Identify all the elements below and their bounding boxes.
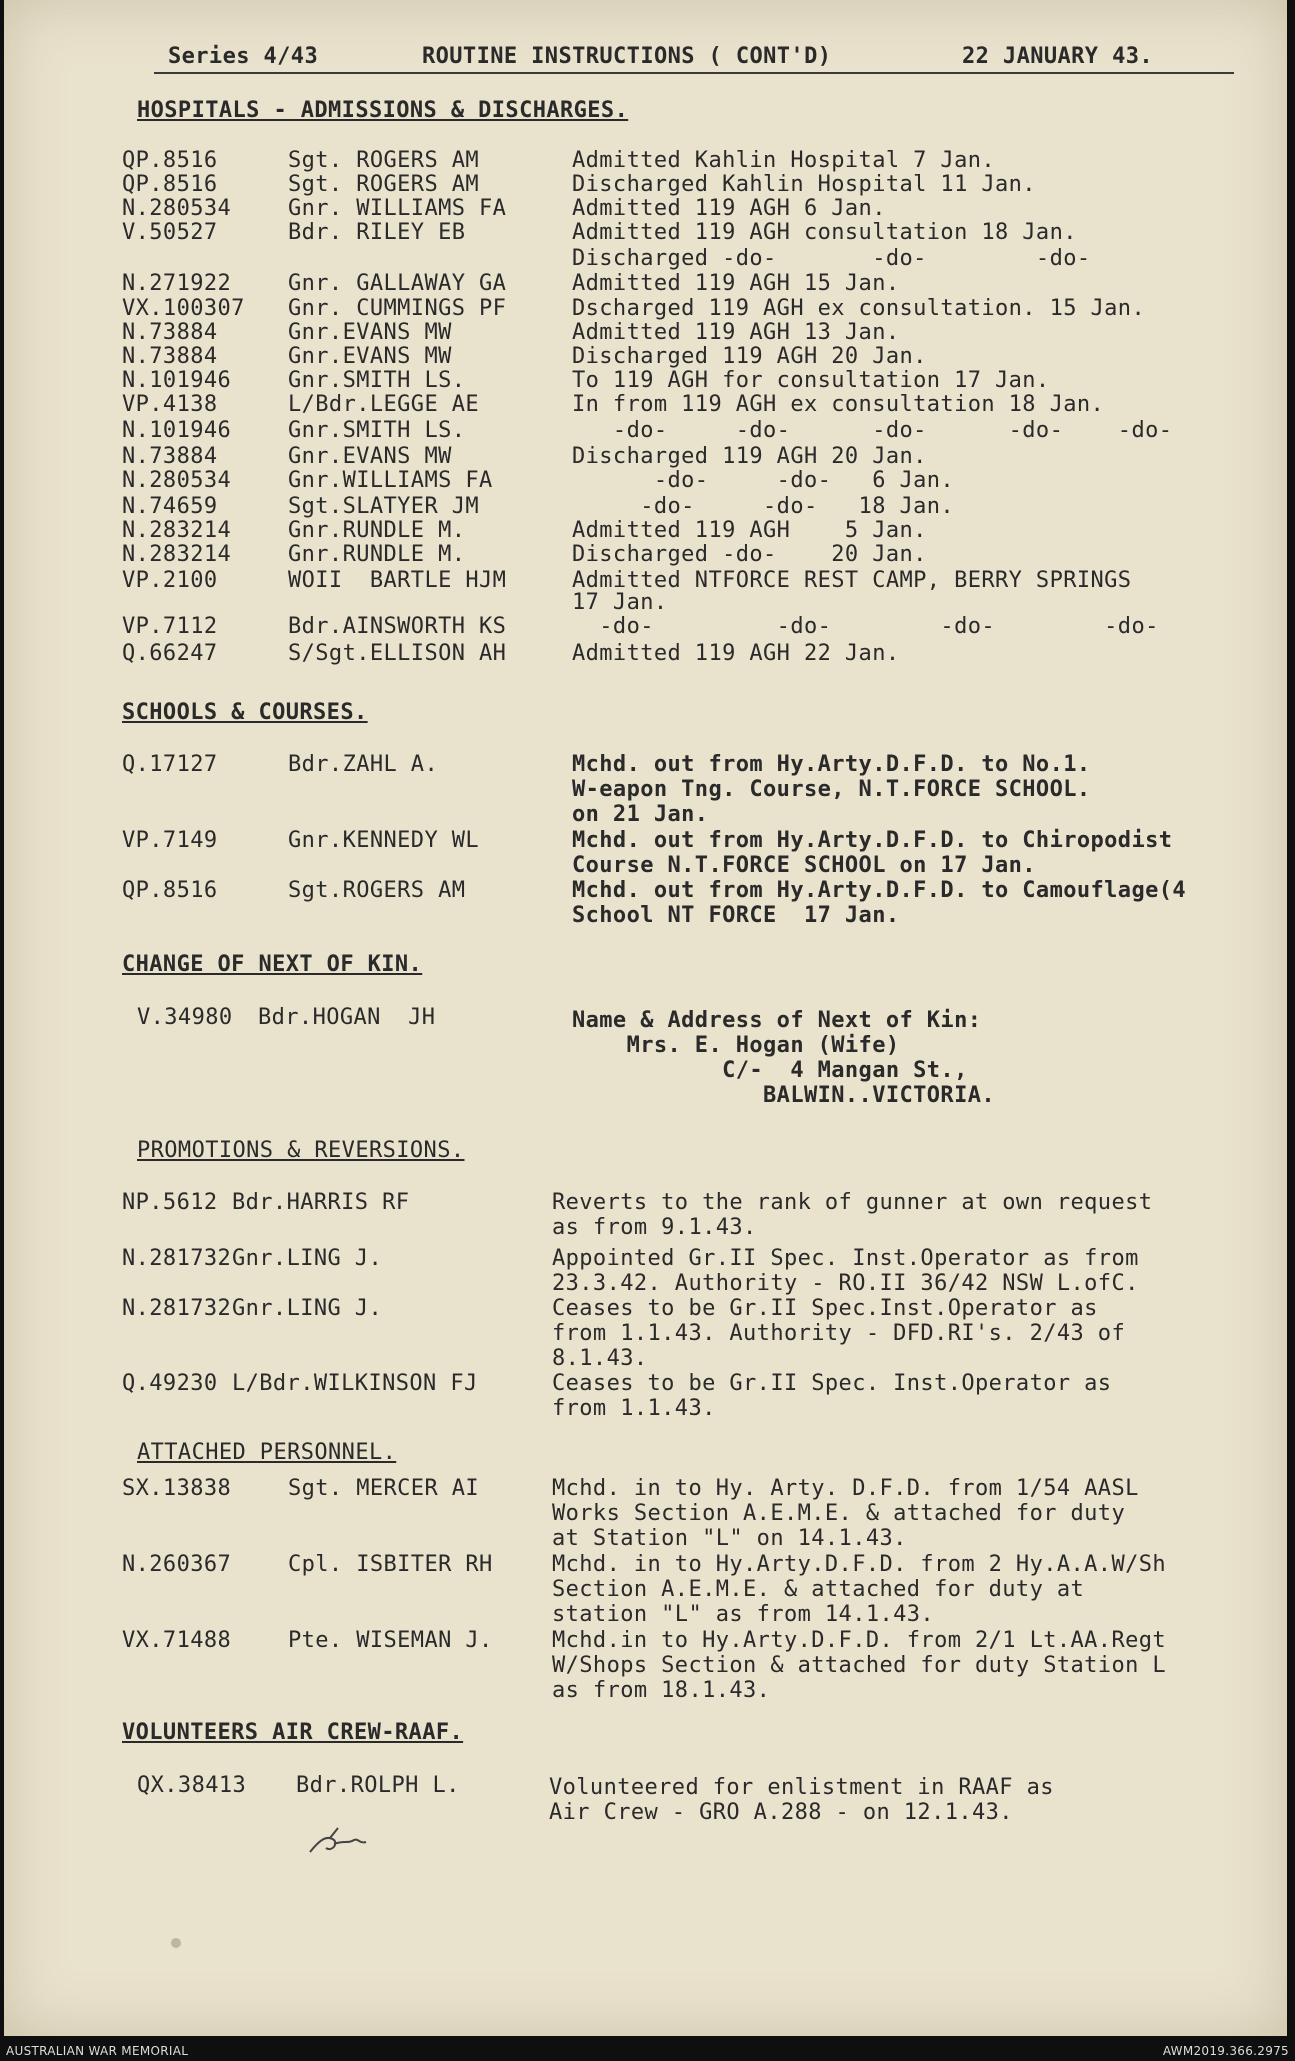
section-heading-attached: ATTACHED PERSONNEL. xyxy=(137,1440,397,1465)
entry-number: VP.7149 xyxy=(122,828,218,853)
entry-name: Bdr.HOGAN JH xyxy=(258,1005,436,1030)
entry-note: To 119 AGH for consultation 17 Jan. xyxy=(572,368,1050,393)
entry-number: Q.49230 xyxy=(122,1371,218,1396)
entry-name: Gnr.WILLIAMS FA xyxy=(288,468,493,493)
entry-note: Discharged 119 AGH 20 Jan. xyxy=(572,344,927,369)
entry-note: Admitted 119 AGH 13 Jan. xyxy=(572,320,900,345)
entry-note: Discharged 119 AGH 20 Jan. xyxy=(572,444,927,469)
entry-note: 8.1.43. xyxy=(552,1346,648,1371)
entry-number: QP.8516 xyxy=(122,878,218,903)
entry-number: QP.8516 xyxy=(122,148,218,173)
entry-name: Bdr. RILEY EB xyxy=(288,220,466,245)
entry-name: Gnr.RUNDLE M. xyxy=(288,542,466,567)
entry-note: -do- -do- 18 Jan. xyxy=(572,494,955,519)
entry-name: Gnr.LING J. xyxy=(232,1246,383,1271)
entry-name: Gnr.EVANS MW xyxy=(288,344,452,369)
entry-name: Gnr.EVANS MW xyxy=(288,320,452,345)
entry-name: Bdr.AINSWORTH KS xyxy=(288,614,507,639)
entry-number: Q.66247 xyxy=(122,641,218,666)
entry-number: QX.38413 xyxy=(137,1773,247,1798)
entry-name: L/Bdr.LEGGE AE xyxy=(288,392,480,417)
entry-number: SX.13838 xyxy=(122,1476,232,1501)
entry-name: S/Sgt.ELLISON AH xyxy=(288,641,507,666)
entry-note: Ceases to be Gr.II Spec.Inst.Operator as xyxy=(552,1296,1098,1321)
entry-note: Admitted 119 AGH 5 Jan. xyxy=(572,518,927,543)
entry-note: Mchd. in to Hy.Arty.D.F.D. from 2 Hy.A.A.W/Sh xyxy=(552,1552,1167,1577)
entry-note: Appointed Gr.II Spec. Inst.Operator as from xyxy=(552,1246,1139,1271)
entry-note: Discharged Kahlin Hospital 11 Jan. xyxy=(572,172,1036,197)
footer-right: AWM2019.366.2975 xyxy=(1162,2044,1289,2058)
entry-name: Sgt.SLATYER JM xyxy=(288,494,480,519)
section-heading-kin: CHANGE OF NEXT OF KIN. xyxy=(122,952,423,977)
entry-number: N.74659 xyxy=(122,494,218,519)
section-heading-schools: SCHOOLS & COURSES. xyxy=(122,700,368,725)
entry-name: Gnr.KENNEDY WL xyxy=(288,828,480,853)
entry-number: QP.8516 xyxy=(122,172,218,197)
entry-note: from 1.1.43. xyxy=(552,1396,716,1421)
entry-note: -do- -do- -do- -do- xyxy=(572,614,1159,639)
entry-name: Gnr. GALLAWAY GA xyxy=(288,271,507,296)
section-heading-volunteers: VOLUNTEERS AIR CREW-RAAF. xyxy=(122,1720,464,1745)
entry-note: Admitted 119 AGH 15 Jan. xyxy=(572,271,900,296)
entry-name: L/Bdr.WILKINSON FJ xyxy=(232,1371,478,1396)
document-title: ROUTINE INSTRUCTIONS ( CONT'D) xyxy=(422,44,832,69)
entry-number: V.34980 xyxy=(137,1005,233,1030)
entry-number: V.50527 xyxy=(122,220,218,245)
entry-note: as from 9.1.43. xyxy=(552,1215,757,1240)
handwritten-initials xyxy=(304,1822,376,1862)
entry-number: VP.4138 xyxy=(122,392,218,417)
entry-name: Cpl. ISBITER RH xyxy=(288,1552,493,1577)
entry-number: N.73884 xyxy=(122,444,218,469)
entry-note: Works Section A.E.M.E. & attached for duty xyxy=(552,1501,1126,1526)
entry-name: Sgt.ROGERS AM xyxy=(288,878,466,903)
entry-number: VX.100307 xyxy=(122,296,245,321)
entry-number: N.271922 xyxy=(122,271,232,296)
entry-note: -do- -do- 6 Jan. xyxy=(572,468,955,493)
entry-number: NP.5612 xyxy=(122,1190,218,1215)
entry-name: Gnr.EVANS MW xyxy=(288,444,452,469)
entry-name: Sgt. ROGERS AM xyxy=(288,172,480,197)
entry-note: Discharged -do- 20 Jan. xyxy=(572,542,927,567)
entry-name: Gnr.RUNDLE M. xyxy=(288,518,466,543)
kin-line: Name & Address of Next of Kin: xyxy=(572,1008,982,1033)
entry-note: as from 18.1.43. xyxy=(552,1678,771,1703)
entry-name: Bdr.HARRIS RF xyxy=(232,1190,410,1215)
entry-note: Admitted NTFORCE REST CAMP, BERRY SPRINGS xyxy=(572,568,1132,593)
entry-number: N.281732 xyxy=(122,1246,232,1271)
entry-number: N.283214 xyxy=(122,518,232,543)
entry-note: W/Shops Section & attached for duty Station L xyxy=(552,1653,1167,1678)
punch-mark xyxy=(171,1938,181,1948)
entry-note: Mchd.in to Hy.Arty.D.F.D. from 2/1 Lt.AA.Regt xyxy=(552,1628,1167,1653)
footer-left: AUSTRALIAN WAR MEMORIAL xyxy=(6,2044,189,2058)
entry-number: N.73884 xyxy=(122,320,218,345)
entry-name: Gnr. CUMMINGS PF xyxy=(288,296,507,321)
series-number: Series 4/43 xyxy=(168,44,319,69)
entry-note: Course N.T.FORCE SCHOOL on 17 Jan. xyxy=(572,853,1036,878)
kin-line: BALWIN..VICTORIA. xyxy=(572,1083,995,1108)
entry-note: on 21 Jan. xyxy=(572,802,709,827)
entry-number: N.281732 xyxy=(122,1296,232,1321)
entry-note: Mchd. out from Hy.Arty.D.F.D. to Chiropodist xyxy=(572,828,1173,853)
entry-note: -do- -do- -do- -do- -do- xyxy=(572,418,1173,443)
entry-number: N.101946 xyxy=(122,418,232,443)
entry-note: station "L" as from 14.1.43. xyxy=(552,1602,935,1627)
entry-note: Section A.E.M.E. & attached for duty at xyxy=(552,1577,1085,1602)
entry-number: N.260367 xyxy=(122,1552,232,1577)
document-date: 22 JANUARY 43. xyxy=(962,44,1154,69)
entry-note: from 1.1.43. Authority - DFD.RI's. 2/43 of xyxy=(552,1321,1126,1346)
entry-name: Gnr.LING J. xyxy=(232,1296,383,1321)
entry-note: Mchd. in to Hy. Arty. D.F.D. from 1/54 AASL xyxy=(552,1476,1139,1501)
entry-note: Admitted 119 AGH 22 Jan. xyxy=(572,641,900,666)
document-page xyxy=(4,0,1287,2036)
entry-number: N.280534 xyxy=(122,196,232,221)
entry-name: Sgt. ROGERS AM xyxy=(288,148,480,173)
entry-note: Admitted Kahlin Hospital 7 Jan. xyxy=(572,148,995,173)
entry-note: at Station "L" on 14.1.43. xyxy=(552,1526,907,1551)
entry-number: N.283214 xyxy=(122,542,232,567)
section-heading-hospitals: HOSPITALS - ADMISSIONS & DISCHARGES. xyxy=(137,98,629,123)
entry-note: Mchd. out from Hy.Arty.D.F.D. to No.1. xyxy=(572,752,1091,777)
entry-note: Mchd. out from Hy.Arty.D.F.D. to Camouflage(4 xyxy=(572,878,1187,903)
entry-name: Bdr.ZAHL A. xyxy=(288,752,439,777)
entry-note: School NT FORCE 17 Jan. xyxy=(572,903,900,928)
entry-note: 23.3.42. Authority - RO.II 36/42 NSW L.ofC. xyxy=(552,1271,1139,1296)
entry-name: Sgt. MERCER AI xyxy=(288,1476,480,1501)
entry-number: N.101946 xyxy=(122,368,232,393)
entry-number: VP.7112 xyxy=(122,614,218,639)
entry-note: Discharged -do- -do- -do- xyxy=(572,246,1091,271)
entry-name: Gnr.SMITH LS. xyxy=(288,368,466,393)
entry-note: Admitted 119 AGH consultation 18 Jan. xyxy=(572,220,1077,245)
entry-note: Air Crew - GRO A.288 - on 12.1.43. xyxy=(549,1800,1013,1825)
entry-note: Volunteered for enlistment in RAAF as xyxy=(549,1775,1054,1800)
header-rule xyxy=(154,72,1234,74)
entry-number: N.73884 xyxy=(122,344,218,369)
entry-number: N.280534 xyxy=(122,468,232,493)
section-heading-promotions: PROMOTIONS & REVERSIONS. xyxy=(137,1138,465,1163)
entry-name: WOII BARTLE HJM xyxy=(288,568,507,593)
entry-note: Admitted 119 AGH 6 Jan. xyxy=(572,196,886,221)
entry-note: Ceases to be Gr.II Spec. Inst.Operator as xyxy=(552,1371,1112,1396)
entry-note: Dscharged 119 AGH ex consultation. 15 Jan. xyxy=(572,296,1146,321)
entry-note: In from 119 AGH ex consultation 18 Jan. xyxy=(572,392,1105,417)
entry-note: Reverts to the rank of gunner at own request xyxy=(552,1190,1153,1215)
entry-number: Q.17127 xyxy=(122,752,218,777)
entry-name: Bdr.ROLPH L. xyxy=(296,1773,460,1798)
entry-name: Gnr.SMITH LS. xyxy=(288,418,466,443)
entry-name: Pte. WISEMAN J. xyxy=(288,1628,493,1653)
entry-number: VX.71488 xyxy=(122,1628,232,1653)
entry-note: W-eapon Tng. Course, N.T.FORCE SCHOOL. xyxy=(572,777,1091,802)
entry-name: Gnr. WILLIAMS FA xyxy=(288,196,507,221)
entry-number: VP.2100 xyxy=(122,568,218,593)
entry-note: 17 Jan. xyxy=(572,590,668,615)
kin-line: Mrs. E. Hogan (Wife) xyxy=(572,1033,900,1058)
kin-line: C/- 4 Mangan St., xyxy=(572,1058,968,1083)
